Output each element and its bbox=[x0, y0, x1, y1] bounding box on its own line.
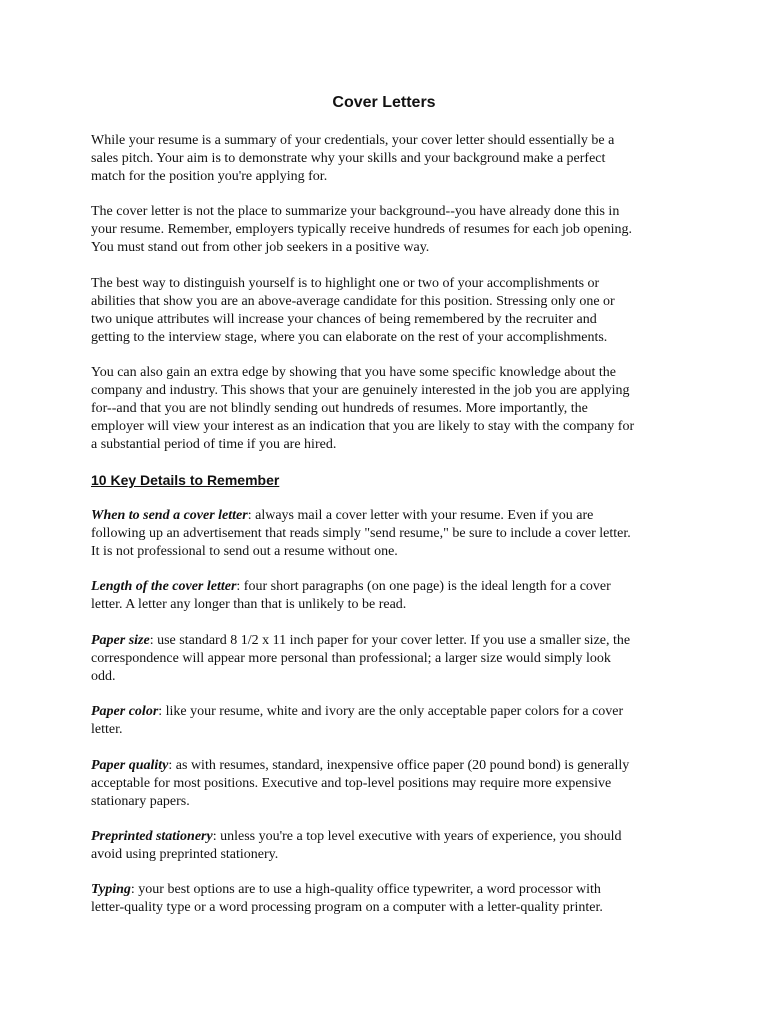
paragraph-text bbox=[91, 275, 691, 347]
text-line bbox=[91, 757, 691, 775]
detail-item bbox=[91, 757, 691, 811]
detail-item bbox=[91, 507, 691, 561]
paragraph-text bbox=[91, 364, 691, 454]
detail-text: : your best options are to use a high-quality office typewriter, a word processor with bbox=[130, 882, 601, 897]
text-line: employer will view your interest as an indication that you are likely to stay with the company for bbox=[91, 419, 635, 434]
detail-text: : as with resumes, standard, inexpensive office paper (20 pound bond) is generally bbox=[168, 758, 630, 773]
intro-paragraph bbox=[91, 275, 691, 347]
detail-item bbox=[91, 578, 691, 614]
text-line: a substantial period of time if you are hired. bbox=[91, 437, 337, 452]
paragraph-text bbox=[91, 828, 691, 864]
intro-paragraph bbox=[91, 364, 691, 454]
detail-item bbox=[91, 632, 691, 686]
text-line: for--and that you are not blindly sending out hundreds of resumes. More importantly, the bbox=[91, 401, 588, 416]
detail-term: Paper color bbox=[91, 704, 159, 719]
text-line: The best way to distinguish yourself is to highlight one or two of your accomplishments or bbox=[91, 276, 600, 291]
intro-paragraph bbox=[91, 203, 691, 257]
detail-term: Typing bbox=[91, 882, 131, 897]
paragraph-text bbox=[91, 632, 691, 686]
text-line: It is not professional to send out a resume without one. bbox=[91, 544, 398, 559]
detail-term: Length of the cover letter bbox=[91, 579, 237, 594]
detail-term: When to send a cover letter bbox=[91, 508, 248, 523]
text-line: odd. bbox=[91, 669, 116, 684]
text-line: two unique attributes will increase your chances of being remembered by the recruiter and bbox=[91, 312, 597, 327]
text-line: While your resume is a summary of your credentials, your cover letter should essentially be a bbox=[91, 133, 615, 148]
text-line bbox=[91, 632, 691, 650]
text-line bbox=[91, 881, 691, 899]
text-line: letter. A letter any longer than that is unlikely to be read. bbox=[91, 597, 407, 612]
detail-term: Paper quality bbox=[91, 758, 169, 773]
text-line bbox=[91, 578, 691, 596]
detail-text: : use standard 8 1/2 x 11 inch paper for your cover letter. If you use a smaller size, the bbox=[149, 633, 631, 648]
text-line: correspondence will appear more personal than professional; a larger size would simply look bbox=[91, 651, 611, 666]
detail-term: Preprinted stationery bbox=[91, 829, 213, 844]
detail-text: : like your resume, white and ivory are the only acceptable paper colors for a cover bbox=[158, 704, 624, 719]
text-line: following up an advertisement that reads simply "send resume," be sure to include a cover letter. bbox=[91, 526, 631, 541]
text-line: abilities that show you are an above-average candidate for this position. Stressing only one or bbox=[91, 294, 615, 309]
section-heading: 10 Key Details to Remember bbox=[91, 472, 280, 488]
text-line: your resume. Remember, employers typically receive hundreds of resumes for each job opening. bbox=[91, 222, 632, 237]
detail-term: Paper size bbox=[91, 633, 150, 648]
detail-item bbox=[91, 703, 691, 739]
text-line: The cover letter is not the place to summarize your background--you have already done this in bbox=[91, 204, 620, 219]
text-line: company and industry. This shows that your are genuinely interested in the job you are applying bbox=[91, 383, 630, 398]
paragraph-text bbox=[91, 578, 691, 614]
text-line: letter-quality type or a word processing program on a computer with a letter-quality printer. bbox=[91, 900, 603, 915]
text-line: match for the position you're applying for. bbox=[91, 169, 328, 184]
detail-text: : four short paragraphs (on one page) is the ideal length for a cover bbox=[236, 579, 611, 594]
page-title: Cover Letters bbox=[332, 94, 436, 111]
text-line: sales pitch. Your aim is to demonstrate why your skills and your background make a perfect bbox=[91, 151, 606, 166]
paragraph-text bbox=[91, 703, 691, 739]
paragraph-text bbox=[91, 203, 691, 257]
text-line bbox=[91, 703, 691, 721]
intro-paragraph bbox=[91, 132, 691, 186]
detail-item bbox=[91, 881, 691, 917]
text-line: stationary papers. bbox=[91, 794, 190, 809]
text-line: acceptable for most positions. Executive and top-level positions may require more expensive bbox=[91, 776, 612, 791]
text-line: getting to the interview stage, where you can elaborate on the rest of your accomplishments. bbox=[91, 330, 608, 345]
text-line bbox=[91, 828, 691, 846]
detail-item bbox=[91, 828, 691, 864]
text-line: You can also gain an extra edge by showing that you have some specific knowledge about the bbox=[91, 365, 616, 380]
text-line bbox=[91, 507, 691, 525]
paragraph-text bbox=[91, 881, 691, 917]
text-line: You must stand out from other job seekers in a positive way. bbox=[91, 240, 430, 255]
text-line: avoid using preprinted stationery. bbox=[91, 847, 279, 862]
detail-text: : always mail a cover letter with your resume. Even if you are bbox=[247, 508, 594, 523]
paragraph-text bbox=[91, 507, 691, 561]
paragraph-text bbox=[91, 132, 691, 186]
detail-text: : unless you're a top level executive with years of experience, you should bbox=[212, 829, 622, 844]
text-line: letter. bbox=[91, 722, 123, 737]
paragraph-text bbox=[91, 757, 691, 811]
